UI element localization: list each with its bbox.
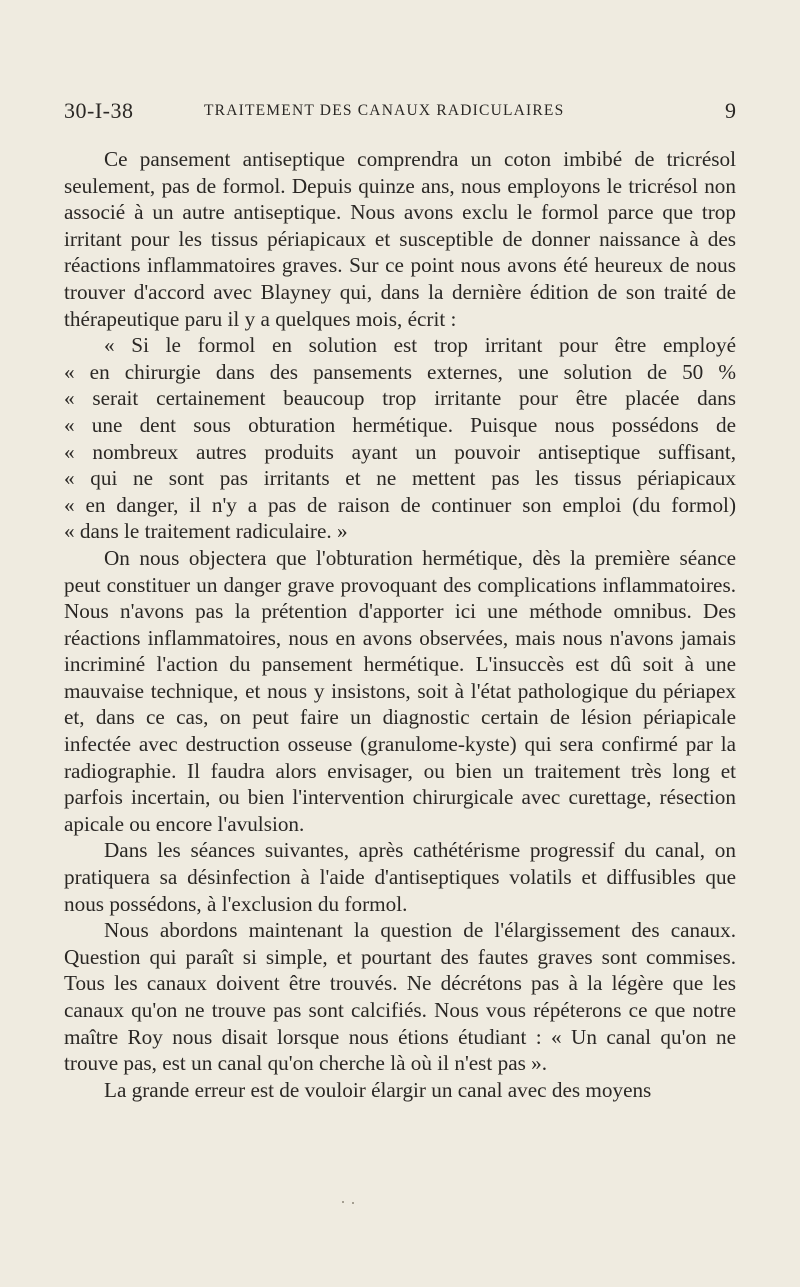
quote-line: « dans le traitement radiculaire. »	[64, 519, 348, 544]
paragraph-objection: On nous objectera que l'obturation hermétique, dès la première séance peut constituer un danger grave provoquant des complications inflammatoires. Nous n'avons pas la prétention d'apporter ici une méthode omnibus. Des réactions inflammatoires, nous en avons observées, mais nous n'avons jamais incriminé l'action du pansement hermétique. L'insuccès est dû soit à une mauvaise technique, et nous y insistons, soit à l'état pathologique du périapex et, dans ce cas, on peut faire un diagnostic certain de lésion périapicale infectée avec destruction osseuse (granulome-kyste) qui sera confirmé par la radiographie. Il faudra alors envisager, ou bien un traitement très long et parfois incertain, ou bien l'intervention chirurgicale avec curettage, résection apicale ou encore l'avulsion.	[64, 545, 736, 836]
quote-line: « en chirurgie dans des pansements externes, une solution de 50 %	[64, 359, 736, 384]
quote-line: « Si le formol en solution est trop irritant pour être employé	[104, 333, 736, 358]
page-number: 9	[725, 98, 736, 123]
paper-speck	[342, 1201, 344, 1203]
header-title: TRAITEMENT DES CANAUX RADICULAIRES	[204, 102, 565, 119]
paragraph-seances: Dans les séances suivantes, après cathétérisme progressif du canal, on pratiquera sa désinfection à l'aide d'antiseptiques volatils et diffusibles que nous possédons, à l'exclusion du formol.	[64, 838, 736, 916]
quote-line: « une dent sous obturation hermétique. Puisque nous possédons de	[64, 412, 736, 437]
paragraph-grande-erreur: La grande erreur est de vouloir élargir un canal avec des moyens	[104, 1077, 652, 1102]
quote-line: « nombreux autres produits ayant un pouvoir antiseptique suffisant,	[64, 439, 736, 464]
paper-specks	[340, 1198, 360, 1206]
blayney-quote	[64, 332, 736, 545]
quote-line: « en danger, il n'y a pas de raison de continuer son emploi (du formol)	[64, 492, 736, 517]
paper-speck	[352, 1202, 354, 1204]
quote-line: « qui ne sont pas irritants et ne mettent pas les tissus périapicaux	[64, 466, 736, 491]
paragraph-pansement: Ce pansement antiseptique comprendra un coton imbibé de tricrésol seulement, pas de formol. Depuis quinze ans, nous employons le tricrésol non associé à un autre antiseptique. Nous avons exclu le formol parce que trop irritant pour les tissus périapicaux et susceptible de donner naissance à des réactions inflammatoires graves. Sur ce point nous avons été heureux de nous trouver d'accord avec Blayney qui, dans la dernière édition de son traité de thérapeutique paru il y a quelques mois, écrit :	[64, 147, 736, 331]
header-date: 30-I-38	[64, 98, 134, 123]
quote-line: « serait certainement beaucoup trop irritante pour être placée dans	[64, 386, 736, 411]
paragraph-elargissement: Nous abordons maintenant la question de l'élargissement des canaux. Question qui paraît si simple, et pourtant des fautes graves sont commises. Tous les canaux doivent être trouvés. Ne décrétons pas à la légère que les canaux qu'on ne trouve pas sont calcifiés. Nous vous répéterons ce que notre maître Roy nous disait lorsque nous étions étudiant : « Un canal qu'on ne trouve pas, est un canal qu'on cherche là où il n'est pas ».	[64, 918, 736, 1076]
running-head	[64, 98, 736, 134]
body-text	[64, 146, 736, 1103]
